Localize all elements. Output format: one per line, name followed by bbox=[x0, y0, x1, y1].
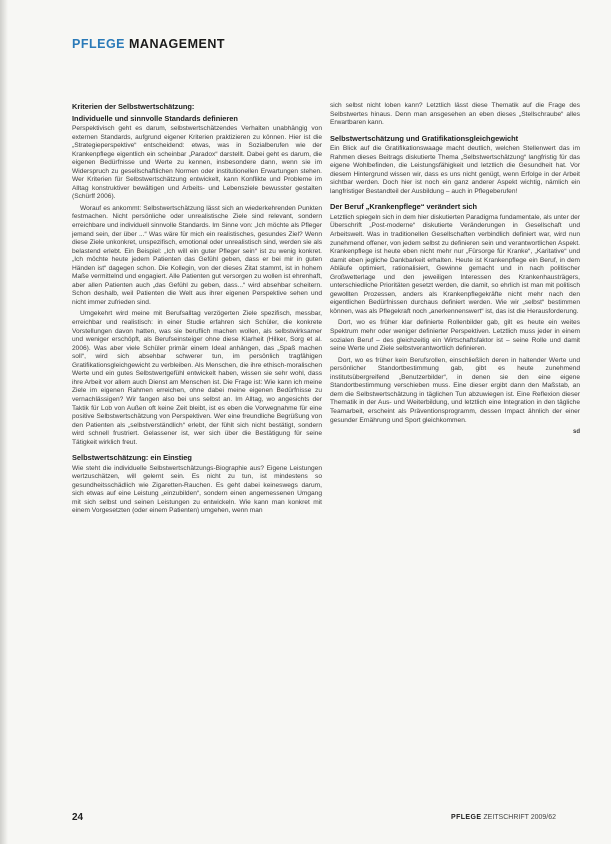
paragraph: sich selbst nicht loben kann? Letztlich lässt diese Thematik auf die Frage des Selbstwertes hinaus. Denn man ansgesehen an eben dieses „Stellschraube“ alles Erwartbaren kann. bbox=[330, 102, 580, 127]
paragraph: Worauf es ankommt: Selbstwertschätzung lässt sich an wiederkehrenden Punkten festmachen. Nicht persönliche oder unrealistische Ziele sind relevant, sondern erreichbare und individuell sinnvolle Standards. Im Sinne von: „Ich möchte als Pfleger jemand sein, der über ...“ Was wäre für mich ein realistisches, gesundes Ziel? Wenn diese Ziele unkonkret, unspezifisch, emotional oder unrealistisch sind, werden sie als belastend erlebt. Ein Beispiel: „Ich will ein guter Pfleger sein“ ist zu wenig konkret. „Ich möchte heute jedem Patienten das Gefühl geben, dass er bei mir in guten Händen ist“ dagegen schon. Die Kollegin, von der dieses Zitat stammt, ist in hohem Maße vermittelnd und engagiert. Alle Patienten gut versorgen zu wollen ist ehrenhaft, aber allen Patienten auch „das Gefühl zu geben, dass...“ wird absehbar scheitern. Schon deshalb, weil Patienten die Welt aus ihrer eigenen Perspektive sehen und nicht immer zufrieden sind. bbox=[72, 204, 322, 306]
section-heading-gratifikation: Selbstwertschätzung und Gratifikationsgleichgewicht bbox=[330, 133, 519, 143]
section-heading-einstieg: Selbstwertschätzung: ein Einstieg bbox=[72, 453, 192, 463]
author-signature: sd bbox=[572, 429, 580, 436]
paragraph: Letztlich spiegeln sich in dem hier diskutierten Paradigma fundamentale, als unter der Überschrift „Post-moderne“ diskutierte Veränderungen in Gesellschaft und Arbeitswelt. Was in traditionellen Gesellschaften verbindlich definiert war, wird nun zunehmend offener, von jedem selbst zu definieren sein und verantwortlichen Aspekt. Krankenpflege ist heute eben nicht mehr nur „Fürsorge für Kranke“, „Karitative“ und damit eben jegliche Dankbarkeit erhalten. Heute ist Krankenpflege ein Beruf, in dem Abläufe optimiert, rationalisiert, Gewinne gemacht und in nach politischer Großwetterlage und den jeweiligen Interessen des Krankenhausträgers, unterschiedliche Prioritäten gesetzt werden, die damit, so ehrlich ist man mit politisch gewollten Prozessen, anders als Krankenpflegekräfte nicht mehr nach den eigentlichen Bedürfnissen durchaus definiert werden. Wie wir „selbst“ bestimmen können, was als Pflegekraft noch „anerkennenswert“ ist, das ist die Herausforderung. bbox=[330, 213, 580, 315]
left-column bbox=[72, 102, 322, 519]
page-edge-shadow bbox=[0, 0, 8, 844]
section-heading-kriterien: Kriterien der Selbstwertschätzung: bbox=[72, 102, 195, 111]
footer-issue: ZEITSCHRIFT 2009/62 bbox=[483, 814, 556, 821]
section-subheading-standards: Individuelle und sinnvolle Standards definieren bbox=[72, 113, 238, 123]
masthead-management: MANAGEMENT bbox=[129, 37, 225, 51]
paragraph: Wie steht die individuelle Selbstwertschätzungs-Biographie aus? Eigene Leistungen wertzuschätzen, will gelernt sein. Es nicht zu tun, ist mindestens so gesundheitsschädlich wie Zigaretten-Rauchen. Es geht dabei keineswegs darum, sich etwas auf eine Leistung „einzubilden“, sondern einen angemessenen Umgang mit sich selbst und seinen Leistungen zu entwickeln. Wie kann man konkret mit einem Vorgesetzten (oder einem Patienten) umgehen, wenn man bbox=[72, 464, 322, 515]
paragraph: Dort, wo es früher klar definierte Rollenbilder gab, gilt es heute ein weites Spektrum mehr oder weniger definierter Perspektiven. Letztlich muss jeder in einem sozialen Beruf – des gleichzeitig ein Wirtschaftsfaktor ist – seine Rolle und damit seine Werte und Ziele selbstverantwortlich definieren. bbox=[330, 319, 580, 353]
footer-brand: PFLEGE bbox=[451, 814, 482, 821]
paragraph: Umgekehrt wird meine mit Berufsalltag verzögerten Ziele spezifisch, messbar, erreichbar und realistisch: in einer Studie erfahren sich Schüler, die konkrete Vorstellungen davon hatten, was sie beruflich machen wollen, als selbstwirksamer und weniger erschöpft, als Berufseinsteiger ohne diese Klarheit (Hilker, Sorg et al. 2006). Was aber viele Schüler primär einem Ideal anhängen, das „Spaß machen soll“, wird sich absehbar schwerer tun, im persönlich tragfähigen Gratifikationsgleichgewicht zu verbleiben. Als Menschen, die ihre ethisch-moralischen Werte und ein gutes Selbstwertgefühl entwickelt haben, wissen sie sehr wohl, dass ihre Arbeit vor allem auch Dienst am Menschen ist. Die Frage ist: Wie kann ich meine Ziele im eigenen Rahmen erreichen, ohne dabei meine eigenen Bedürfnisse zu vernachlässigen? Wir fangen also bei uns selbst an. Im Alltag, wo angesichts der Taktik für Lob von Außen oft keine Zeit bleibt, ist es eben die Vorwegnahme für eine positive Selbstwertschätzung von Perspektiven. Wer eine freundliche Begrüßung von den Patienten als „selbstverständlich“ erlebt, der fühlt sich nicht bestätigt, sondern wird schnell frustriert. Gelassener ist, wer sich über die Bestätigung für seine Tätigkeit wirklich freut. bbox=[72, 310, 322, 446]
paragraph: Dort, wo es früher kein Berufsrollen, einschließlich deren in haltender Werte und persönlicher Standortbestimmung gab, gibt es heute zunehmend institutsübergreifend „Benutzerbilder“, in denen sie den eine eigene Standortbestimmung verschieben muss. Eine dieser ergibt dann den Maßstab, an dem die Selbstwertschätzung in täglichen Tun abzuwiegen ist. Eine Reflexion dieser Thematik in der Aus- und Weiterbildung, und letztlich eine Integration in den tägliche Teamarbeit, erscheint als Präventionsprogramm, dessen Impact ähnlich der einer gesunder Ernährung und Sport gleichkommen. bbox=[330, 356, 580, 424]
page-number: 24 bbox=[72, 812, 84, 823]
masthead bbox=[72, 37, 225, 51]
section-heading-beruf: Der Beruf „Krankenpflege“ verändert sich bbox=[330, 202, 478, 212]
right-column bbox=[330, 102, 580, 437]
paragraph: Perspektivisch geht es darum, selbstwertschätzendes Verhalten unabhängig von externen Standards, aufgrund eigener Kriterien praktizieren zu können. Hier ist die „Strategieperspektive“ entscheidend: etwas, was in Sozialberufen wie der Krankenpflege eigentlich ein scheinbar „Paradox“ darstellt. Dabei geht es darum, die eigenen Bedürfnisse und Werte zu kennen, insbesondere dann, wenn sie im Widerspruch zu gesellschaftlichen Normen oder institutionellen Erwartungen stehen. Wer Kriterien für Selbstwertschätzung entwickelt, kann Konflikte und Probleme im Alltag konstruktiver bewältigen und Arbeits- und Lebensziele bewusster gestalten (Schürff 2006). bbox=[72, 125, 322, 201]
masthead-pflege: PFLEGE bbox=[72, 37, 126, 51]
paragraph: Ein Blick auf die Gratifikationswaage macht deutlich, welchen Stellenwert das im Rahmen dieses Beitrags diskutierte Thema „Selbstwertschätzung“ langfristig für das eigene Wohlbefinden, die Leistungsfähigkeit und letztlich die Gesundheit hat. Vor diesem Hintergrund wissen wir, dass es uns nicht genügt, wenn Erfolge in der Arbeit sichtbar werden. Doch hier ist noch ein ganz anderer Aspekt wichtig, nämlich ein langfristiger Bestandteil der Ausbildung – auch in Pflegeberufen! bbox=[330, 145, 580, 195]
footer-journal bbox=[451, 814, 556, 821]
